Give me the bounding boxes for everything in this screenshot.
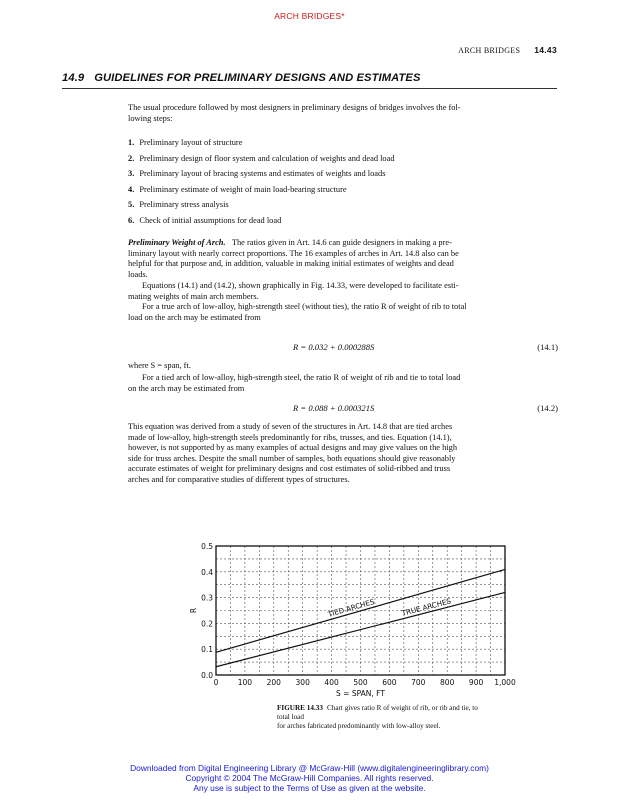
text-line: accurate estimates of weight for preliminary designs and cost estimates of solid-ribbed and truss — [128, 464, 451, 473]
text-line: For a true arch of low-alloy, high-strength steel (without ties), the ratio R of weight of rib to total — [142, 302, 467, 311]
x-tick-label: 700 — [411, 678, 426, 687]
y-tick-label: 0.0 — [201, 671, 213, 680]
equation-number: (14.2) — [537, 403, 558, 413]
x-tick-label: 800 — [440, 678, 455, 687]
x-tick-label: 0 — [213, 678, 219, 687]
footer-line: Copyright © 2004 The McGraw-Hill Companies. All rights reserved. — [185, 773, 434, 783]
text-line: side for truss arches. Despite the small number of samples, both equations should give reasonably — [128, 453, 456, 463]
y-tick-label: 0.1 — [201, 645, 213, 655]
text-line: For a tied arch of low-alloy, high-strength steel, the ratio R of weight of rib and tie to total load — [142, 373, 461, 382]
y-tick-label: 0.5 — [201, 542, 213, 551]
running-head-title: ARCH BRIDGES — [458, 46, 521, 55]
series-label: TIED ARCHES — [326, 597, 376, 619]
text-line: Equations (14.1) and (14.2), shown graphically in Fig. 14.33, were developed to facilitate esti- — [142, 281, 459, 290]
y-tick-label: 0.4 — [201, 567, 213, 577]
figure-label: FIGURE 14.33 — [277, 704, 323, 712]
x-tick-label: 300 — [295, 678, 310, 687]
where-line: where S = span, ft. — [128, 361, 191, 370]
step-number: 5. — [128, 200, 135, 209]
step-text: Preliminary layout of bracing systems and estimates of weights and loads — [139, 169, 386, 178]
step-text: Preliminary design of floor system and calculation of weights and dead load — [139, 154, 395, 163]
step-number: 4. — [128, 185, 135, 194]
step-text: Preliminary estimate of weight of main load-bearing structure — [139, 185, 347, 194]
x-axis-label: S = SPAN, FT — [336, 689, 385, 698]
text-line: however, is not supported by as many examples of actual designs and may give values on the high — [128, 443, 458, 452]
text-line: The usual procedure followed by most designers in preliminary designs of bridges involves the fol- — [128, 103, 461, 112]
x-tick-label: 400 — [324, 678, 339, 687]
equation-number: (14.1) — [537, 342, 558, 352]
footer-line: Any use is subject to the Terms of Use as given at the website. — [193, 783, 426, 793]
step-text: Preliminary layout of structure — [139, 138, 243, 147]
footer-link[interactable]: Downloaded from Digital Engineering Library @ McGraw-Hill (www.digitalengineeringlibrary.com) — [130, 763, 489, 773]
y-axis-label: R — [189, 607, 198, 614]
x-tick-label: 900 — [468, 678, 484, 687]
text-line: Preliminary Weight of Arch. The ratios given in Art. 14.6 can guide designers in making a pre- — [128, 238, 452, 247]
step-number: 3. — [128, 169, 135, 178]
step-text: Check of initial assumptions for dead load — [139, 216, 282, 225]
footer-notice — [0, 763, 619, 793]
text-line: arches and for comparative studies of different types of structures. — [128, 474, 350, 484]
text-line: This equation was derived from a study of seven of the structures in Art. 14.8 that are tied arches — [128, 422, 453, 431]
step-text: Preliminary stress analysis — [139, 200, 229, 209]
step-number: 2. — [128, 154, 135, 163]
text-line: loads. — [128, 269, 148, 279]
step-number: 6. — [128, 216, 135, 225]
text-line: helpful for that purpose and, in addition, valuable in making initial estimates of weights and dead — [128, 259, 454, 268]
text-line: on the arch may be estimated from — [128, 383, 245, 393]
text-line: liminary layout with nearly correct proportions. The 16 examples of arches in Art. 14.8 also can be — [128, 248, 459, 258]
y-tick-label: 0.2 — [201, 619, 213, 629]
run-in-heading: Preliminary Weight of Arch. — [128, 238, 226, 247]
x-tick-label: 1,000 — [494, 678, 516, 687]
series-label: TRUE ARCHES — [400, 596, 452, 618]
text-line: mating weights of main arch members. — [128, 291, 259, 301]
figure-caption — [277, 704, 487, 731]
x-tick-label: 500 — [353, 678, 368, 687]
x-tick-label: 100 — [237, 678, 253, 687]
x-tick-label: 200 — [266, 678, 281, 687]
text-line: load on the arch may be estimated from — [128, 312, 261, 322]
caption-line: for arches fabricated predominantly with low-alloy steel. — [277, 722, 441, 730]
equation-formula: R = 0.088 + 0.000321S — [293, 403, 375, 413]
section-title: GUIDELINES FOR PRELIMINARY DESIGNS AND ESTIMATES — [94, 72, 421, 84]
step-number: 1. — [128, 138, 135, 147]
equation-formula: R = 0.032 + 0.000288S — [293, 342, 375, 352]
x-tick-label: 600 — [382, 678, 397, 687]
caption-line: FIGURE 14.33 Chart gives ratio R of weight of rib, or rib and tie, to total load — [277, 704, 478, 721]
page-number: 14.43 — [534, 45, 557, 55]
document-banner[interactable]: ARCH BRIDGES* — [274, 11, 345, 21]
y-tick-label: 0.3 — [201, 593, 213, 603]
text-line: made of low-alloy, high-strength steels predominantly for ribs, trusses, and ties. Equation (14.1), — [128, 432, 452, 442]
text-line: lowing steps: — [128, 113, 173, 123]
section-number: 14.9 — [62, 72, 85, 84]
